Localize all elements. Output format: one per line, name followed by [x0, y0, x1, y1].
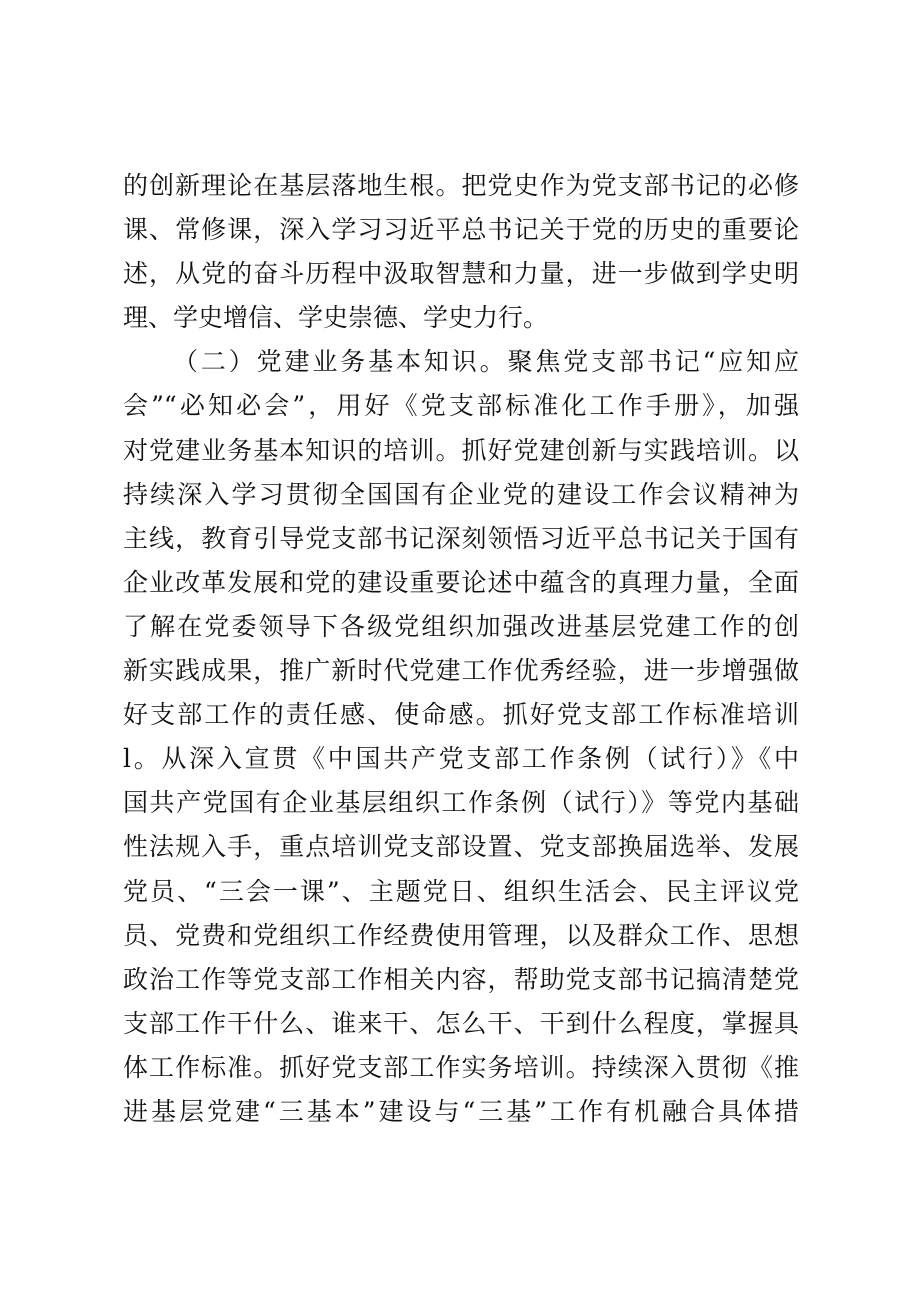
paragraph-2-line-11: 国共产党国有企业基层组织工作条例（试行）》等党内基础 — [123, 788, 799, 818]
paragraph-2-line-16: 支部工作干什么、谁来干、怎么干、干到什么程度，掌握具 — [123, 1008, 799, 1038]
paragraph-1-line-3: 述，从党的奋斗历程中汲取智慧和力量，进一步做到学史明 — [123, 259, 799, 289]
paragraph-1-line-1: 的创新理论在基层落地生根。把党史作为党支部书记的必修 — [123, 171, 799, 200]
paragraph-2-line-18: 进基层党建“三基本”建设与“三基”工作有机融合具体措 — [123, 1096, 799, 1126]
paragraph-2-line-2: 会”“必知必会”，用好《党支部标准化工作手册》，加强 — [123, 391, 799, 421]
paragraph-2-line-15: 政治工作等党支部工作相关内容，帮助党支部书记搞清楚党 — [123, 964, 799, 994]
paragraph-2-line-13: 党员、“三会一课”、主题党日、组织生活会、民主评议党 — [123, 876, 799, 906]
paragraph-2-line-3: 对党建业务基本知识的培训。抓好党建创新与实践培训。以 — [123, 435, 799, 465]
paragraph-2-line-4: 持续深入学习贯彻全国国有企业党的建设工作会议精神为 — [123, 479, 799, 509]
paragraph-2-line-12: 性法规入手，重点培训党支部设置、党支部换届选举、发展 — [123, 832, 799, 862]
paragraph-2-line-8: 新实践成果，推广新时代党建工作优秀经验，进一步增强做 — [123, 656, 799, 686]
paragraph-2-line-10: l。从深入宣贯《中国共产党支部工作条例（试行）》《中 — [123, 744, 799, 774]
paragraph-2-line-6: 企业改革发展和党的建设重要论述中蕴含的真理力量，全面 — [123, 567, 799, 597]
paragraph-2-line-9: 好支部工作的责任感、使命感。抓好党支部工作标准培训 — [123, 700, 799, 730]
paragraph-2-line-7: 了解在党委领导下各级党组织加强改进基层党建工作的创 — [123, 611, 799, 641]
paragraph-2-line-14: 员、党费和党组织工作经费使用管理，以及群众工作、思想 — [123, 920, 799, 950]
paragraph-1-line-4: 理、学史增信、学史崇德、学史力行。 — [123, 303, 549, 333]
paragraph-2-line-1: （二）党建业务基本知识。聚焦党支部书记“应知应 — [173, 347, 799, 377]
paragraph-1-line-2: 课、常修课，深入学习习近平总书记关于党的历史的重要论 — [123, 215, 799, 245]
paragraph-2-line-5: 主线，教育引导党支部书记深刻领悟习近平总书记关于国有 — [123, 523, 799, 553]
body-text — [123, 164, 799, 1134]
paragraph-2-line-17: 体工作标准。抓好党支部工作实务培训。持续深入贯彻《推 — [123, 1052, 799, 1082]
